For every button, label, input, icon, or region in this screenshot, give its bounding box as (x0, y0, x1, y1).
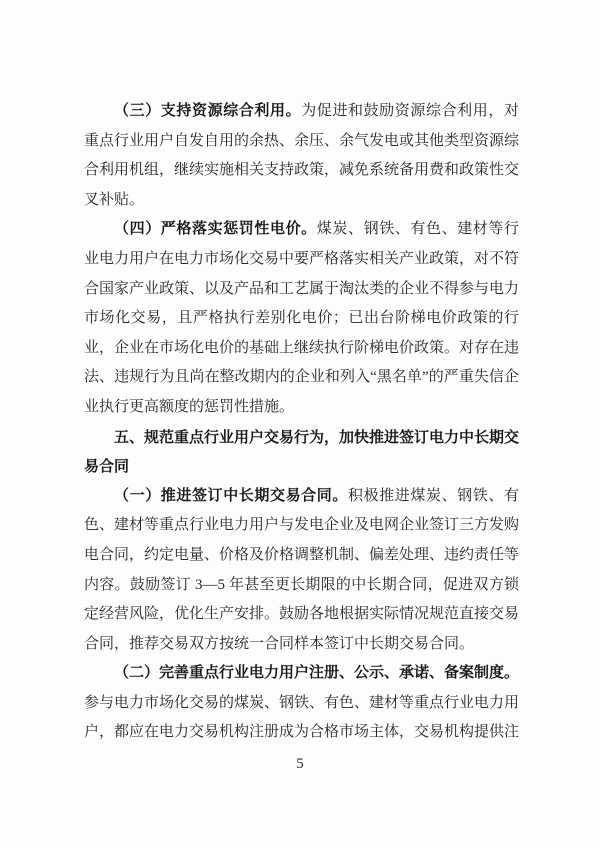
bold-text-segment: （四）严格落实惩罚性电价。 (114, 221, 317, 238)
paragraph (84, 482, 519, 660)
bold-text-segment: （二）完善重点行业电力用户注册、公示、承诺、备案制度。 (114, 665, 520, 682)
section-heading (84, 423, 519, 482)
bold-text-segment: 五、规范重点行业用户交易行为，加快推进签订电力中长期交易合同 (84, 428, 520, 476)
paragraph (84, 215, 519, 422)
text-segment: 参与电力市场化交易的煤炭、钢铁、有色、建材等重点行业电力用户，都应在电力交易机构注册成为合格市场主体，交易机构提供注 (84, 694, 520, 741)
text-segment: 煤炭、钢铁、有色、建材等行业电力用户在电力市场化交易中要严格落实相关产业政策，对不符合国家产业政策、以及产品和工艺属于淘汰类的企业不得参与电力市场化交易，且严格执行差别化电价；已出台阶梯电价政策的行业，企业在市场化电价的基础上继续执行阶梯电价政策。对存在违法、违规行为且尚在整改期内的企业和列入“黑名单”的严重失信企业执行更高额度的惩罚性措施。 (84, 221, 520, 415)
bold-text-segment: （一）推进签订中长期交易合同。 (114, 487, 348, 504)
paragraph (84, 97, 519, 215)
document-body (84, 97, 519, 748)
text-segment: 积极推进煤炭、钢铁、有色、建材等重点行业电力用户与发电企业及电网企业签订三方发购电合同，约定电量、价格及价格调整机制、偏差处理、违约责任等内容。鼓励签订 3—5 年甚至更长期限的中长期合同，促进双方锁定经营风险，优化生产安排。鼓励各地根据实际情况规范直接交易合同，推荐交易双方按统一合同样本签订中长期交易合同。 (84, 487, 520, 652)
page-number: 5 (296, 756, 304, 772)
bold-text-segment: （三）支持资源综合利用。 (114, 103, 302, 119)
paragraph (84, 659, 519, 748)
text-segment: 为促进和鼓励资源综合利用，对重点行业用户自发自用的余热、余压、余气发电或其他类型资源综合利用机组，继续实施相关支持政策，减免系统备用费和政策性交叉补贴。 (84, 103, 520, 208)
